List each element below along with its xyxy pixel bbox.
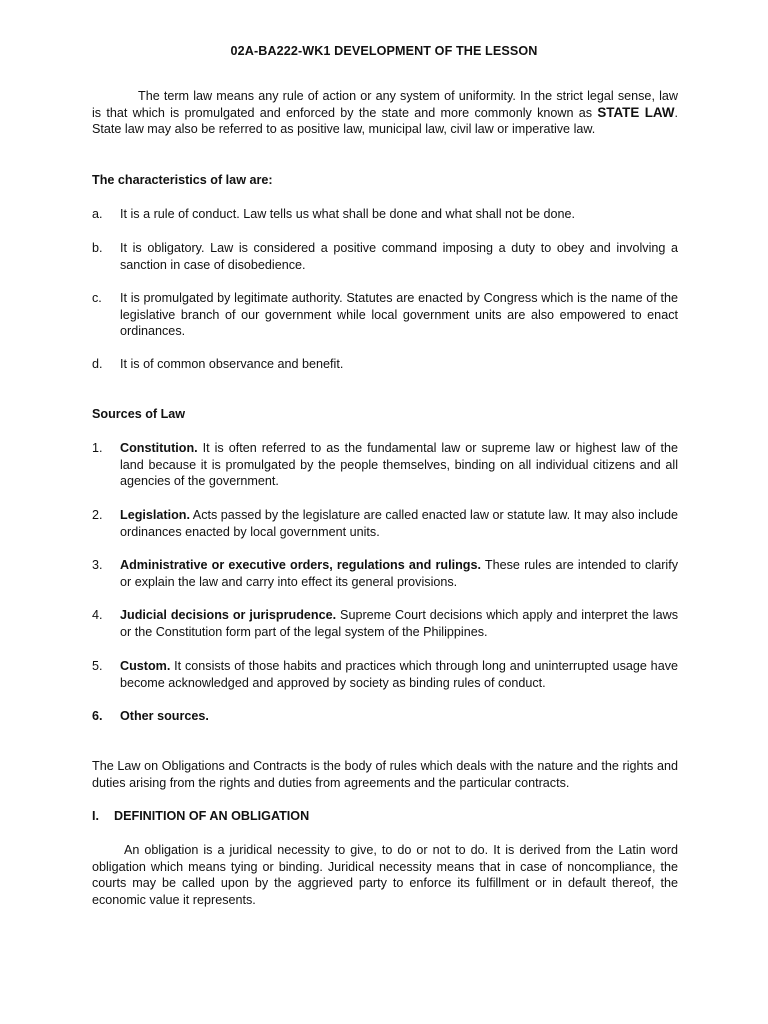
list-marker: 2.	[92, 508, 103, 522]
list-marker: d.	[92, 357, 103, 371]
state-law-emphasis: STATE LAW	[597, 104, 675, 120]
section-one-heading	[92, 808, 309, 825]
intro-text-after: . State law may also be referred to as positive law, municipal law, civil law or imperative law.	[92, 105, 678, 137]
intro-paragraph	[92, 88, 678, 138]
source-term: Administrative or executive orders, regulations and rulings.	[120, 558, 481, 572]
source-description: Supreme Court decisions which apply and interpret the laws or the Constitution form part of the legal system of the Philippines.	[120, 608, 679, 639]
list-marker: a.	[92, 207, 103, 221]
list-marker: c.	[92, 291, 102, 305]
source-term: Other sources.	[120, 709, 209, 723]
section-title: DEFINITION OF AN OBLIGATION	[114, 809, 310, 823]
source-text	[120, 658, 678, 691]
characteristic-item	[92, 206, 678, 223]
characteristic-text: It is obligatory. Law is considered a positive command imposing a duty to obey and involving a sanction in case of disobedience.	[120, 241, 678, 272]
characteristic-item	[92, 240, 678, 273]
source-item	[92, 607, 678, 640]
source-item	[92, 708, 678, 725]
source-text	[120, 557, 678, 590]
sources-heading: Sources of Law	[92, 407, 186, 421]
characteristic-text: It is promulgated by legitimate authority. Statutes are enacted by Congress which is the name of the legislative branch of our government while local government units are also empowered to enact ordinances.	[120, 291, 678, 339]
source-description: It consists of those habits and practices which through long and uninterrupted usage have become acknowledged and approved by society as binding rules of conduct.	[120, 659, 678, 690]
list-marker: 3.	[92, 558, 103, 572]
obligation-definition-paragraph	[92, 842, 678, 908]
source-item	[92, 658, 678, 691]
characteristic-item	[92, 290, 678, 340]
section-number: I.	[92, 809, 99, 823]
list-marker: 5.	[92, 659, 103, 673]
characteristic-item	[92, 356, 678, 373]
source-item	[92, 557, 678, 590]
source-term: Legislation.	[120, 508, 190, 522]
list-marker: 1.	[92, 441, 103, 455]
law-obligations-paragraph: The Law on Obligations and Contracts is the body of rules which deals with the nature and the rights and duties arising from the rights and duties from agreements and the particular contracts.	[92, 759, 678, 790]
source-item	[92, 507, 678, 540]
source-text	[120, 440, 678, 490]
list-marker: 6.	[92, 709, 103, 723]
list-marker: b.	[92, 241, 103, 255]
characteristic-text: It is a rule of conduct. Law tells us what shall be done and what shall not be done.	[120, 207, 576, 221]
obligation-definition-text: An obligation is a juridical necessity to give, to do or not to do. It is derived from the Latin word obligation which means tying or binding. Juridical necessity means that in case of noncompliance, the courts may be called upon by the aggrieved party to enforce its fulfillment or in default thereof, the economic value it represents.	[92, 843, 678, 907]
characteristics-heading: The characteristics of law are:	[92, 173, 273, 187]
source-description: It is often referred to as the fundamental law or supreme law or highest law of the land because it is promulgated by the people themselves, binding on all individual citizens and all agencies of the government.	[120, 441, 678, 489]
source-text	[120, 607, 678, 640]
source-item	[92, 440, 678, 490]
source-term: Constitution.	[120, 441, 198, 455]
source-term: Custom.	[120, 659, 171, 673]
list-marker: 4.	[92, 608, 103, 622]
document-title: 02A-BA222-WK1 DEVELOPMENT OF THE LESSON	[230, 44, 538, 58]
characteristic-text: It is of common observance and benefit.	[120, 357, 344, 371]
source-description: These rules are intended to clarify or explain the law and carry into effect its general provisions.	[120, 558, 678, 589]
source-text	[120, 507, 678, 540]
source-description: Acts passed by the legislature are called enacted law or statute law. It may also include ordinances enacted by local government units.	[120, 508, 678, 539]
source-term: Judicial decisions or jurisprudence.	[120, 608, 337, 622]
source-text	[120, 708, 678, 725]
intro-text-before: The term law means any rule of action or any system of uniformity. In the strict legal sense, law is that which is promulgated and enforced by the state and more commonly known as	[92, 89, 678, 120]
